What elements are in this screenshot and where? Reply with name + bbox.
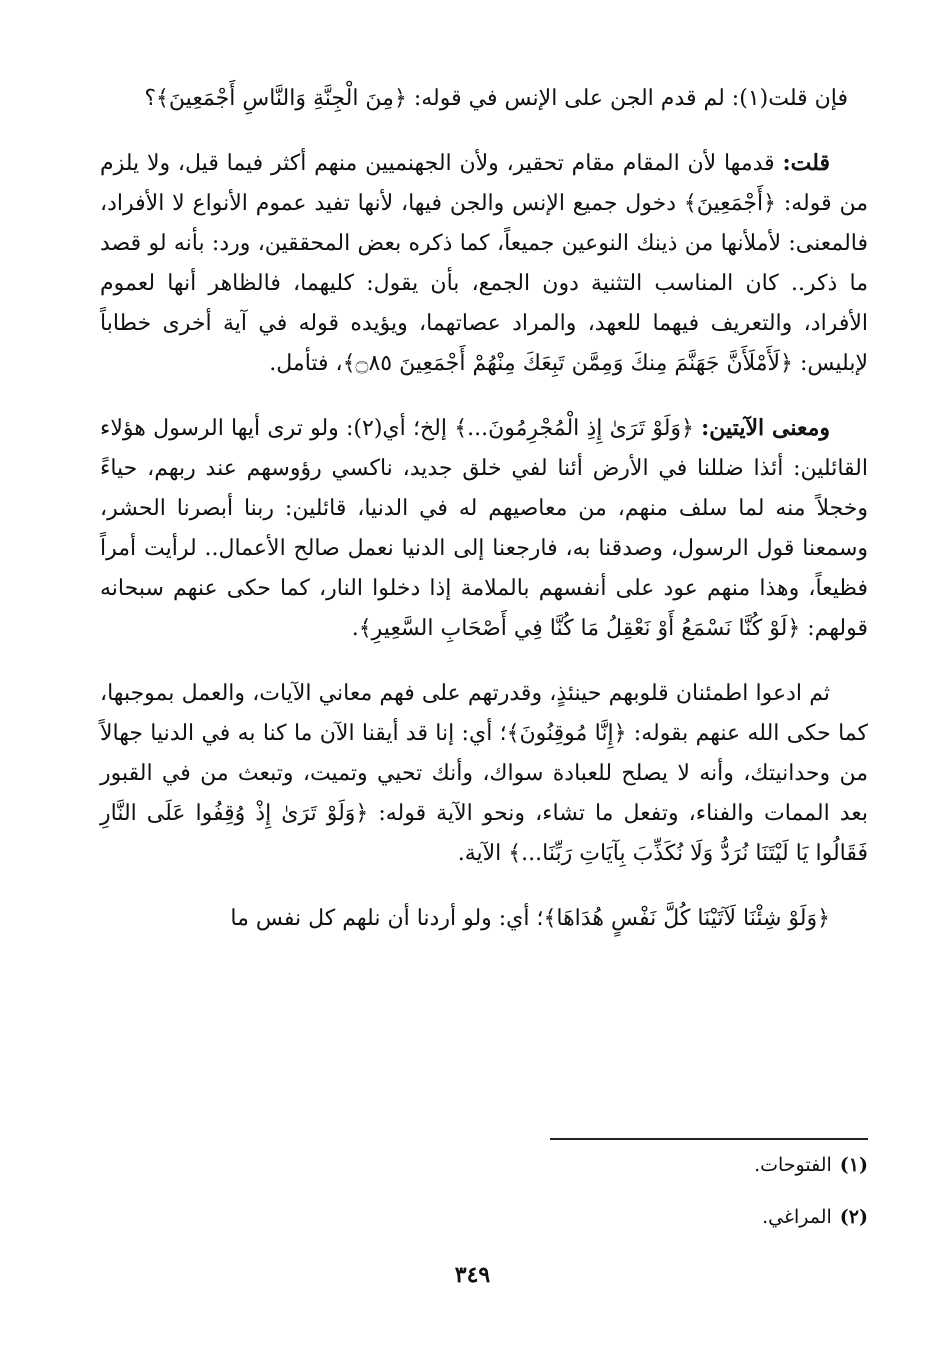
paragraph-lead: ومعنى الآيتين: [701, 415, 830, 441]
footnote-number: (٢) [839, 1206, 868, 1228]
paragraph-body: قدمها لأن المقام مقام تحقير، ولأن الجهنميين منهم أكثر فيما قيل، ولا يلزم من قوله: ﴿أَجْمَعِينَ﴾ دخول جميع الإنس والجن فيها، لأنها تفيد عموم الأنواع لا الأفراد، فالمعنى: لأملأنها من ذينك النوعين جميعاً، كما ذكره بعض المحققين، ورد: بأنه لو قصد ما ذكر.. كان المناسب التثنية دون الجمع، بأن يقول: كليهما، فالظاهر أنها لعموم الأفراد، والتعريف فيهما للعهد، والمراد عصاتهما، ويؤيده قوله في آية أخرى خطاباً لإبليس: ﴿لَأَمْلَأَنَّ جَهَنَّمَ مِنكَ وَمِمَّن تَبِعَكَ مِنْهُمْ أَجْمَعِينَ ۝٨٥﴾، فتأمل. [100, 151, 868, 376]
paragraph-lead: قلت: [782, 150, 830, 176]
page-number: ٣٤٩ [454, 1262, 491, 1288]
footnote-divider [550, 1138, 868, 1140]
paragraph-claim [100, 673, 868, 874]
footnotes [100, 1150, 868, 1254]
paragraph-answer [100, 143, 868, 384]
footnote-text: الفتوحات. [754, 1154, 832, 1176]
paragraph-body: ﴿وَلَوْ شِئْنَا لَآتَيْنَا كُلَّ نَفْسٍ هُدَاهَا﴾؛ أي: ولو أردنا أن نلهم كل نفس ما [230, 906, 830, 931]
main-text [100, 78, 868, 963]
paragraph-body: فإن قلت(١): لم قدم الجن على الإنس في قوله: ﴿مِنَ الْجِنَّةِ وَالنَّاسِ أَجْمَعِينَ﴾؟ [144, 86, 848, 111]
paragraph-body: ثم ادعوا اطمئنان قلوبهم حينئذٍ، وقدرتهم على فهم معاني الآيات، والعمل بموجبها، كما حكى الله عنهم بقوله: ﴿إِنَّا مُوقِنُونَ﴾؛ أي: إنا قد أيقنا الآن ما كنا به في الدنيا جهالاً من وحدانيتك، وأنه لا يصلح للعبادة سواك، وأنك تحيي وتميت، وتبعث من في القبور بعد الممات والفناء، وتفعل ما تشاء، ونحو الآية قوله: ﴿وَلَوْ تَرَىٰ إِذْ وُقِفُوا عَلَى النَّارِ فَقَالُوا يَا لَيْتَنَا نُرَدُّ وَلَا نُكَذِّبَ بِآيَاتِ رَبِّنَا...﴾ الآية. [100, 681, 868, 866]
footnote-number: (١) [839, 1154, 868, 1176]
paragraph-continuation [100, 898, 868, 939]
paragraph-body: ﴿وَلَوْ تَرَىٰ إِذِ الْمُجْرِمُونَ...﴾ إلخ؛ أي(٢): ولو ترى أيها الرسول هؤلاء القائلين: أئذا ضللنا في الأرض أئنا لفي خلق جديد، ناكسي رؤوسهم عند ربهم، حياءً وخجلاً منه لما سلف منهم، من معاصيهم له في الدنيا، قائلين: ربنا أبصرنا الحشر، وسمعنا قول الرسول، وصدقنا به، فارجعنا إلى الدنيا نعمل صالح الأعمال.. لرأيت أمراً فظيعاً، وهذا منهم عود على أنفسهم بالملامة إذا دخلوا النار، كما حكى عنهم سبحانه قولهم: ﴿لَوْ كُنَّا نَسْمَعُ أَوْ نَعْقِلُ مَا كُنَّا فِي أَصْحَابِ السَّعِيرِ﴾. [100, 416, 868, 641]
paragraph-meaning [100, 408, 868, 649]
footnote-item [100, 1150, 868, 1180]
footnote-text: المراغي. [762, 1206, 832, 1228]
footnote-item [100, 1202, 868, 1232]
paragraph-question [100, 78, 868, 119]
